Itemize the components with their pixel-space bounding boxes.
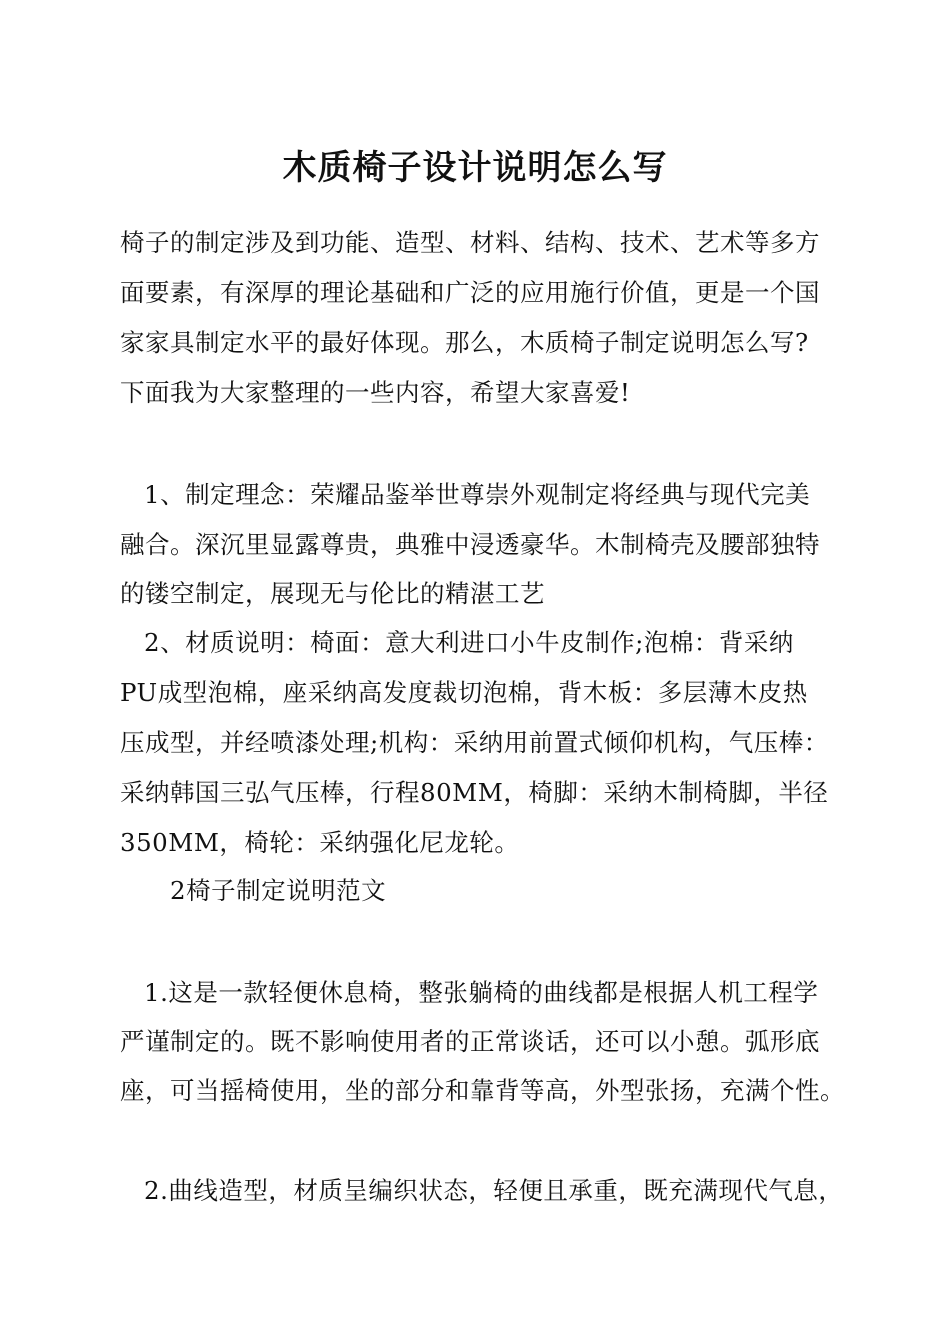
example1-line-1: 1.这是一款轻便休息椅，整张躺椅的曲线都是根据人机工程学	[144, 978, 819, 1007]
document-title: 木质椅子设计说明怎么写	[282, 148, 668, 188]
section2-line-4: 采纳韩国三弘气压棒，行程80MM，椅脚：采纳木制椅脚，半径	[120, 778, 829, 807]
intro-line-2: 面要素，有深厚的理论基础和广泛的应用施行价值，更是一个国	[120, 278, 820, 307]
intro-line-1: 椅子的制定涉及到功能、造型、材料、结构、技术、艺术等多方	[120, 228, 820, 257]
section2-line-1: 2、材质说明：椅面：意大利进口小牛皮制作;泡棉：背采纳	[144, 628, 794, 657]
section1-line-3: 的镂空制定，展现无与伦比的精湛工艺	[120, 579, 545, 608]
section1-line-2: 融合。深沉里显露尊贵，典雅中浸透豪华。木制椅壳及腰部独特	[120, 530, 820, 559]
subheading: 2椅子制定说明范文	[170, 876, 387, 905]
section1-line-1: 1、制定理念：荣耀品鉴举世尊崇外观制定将经典与现代完美	[144, 480, 811, 509]
section2-line-2: PU成型泡棉，座采纳高发度裁切泡棉，背木板：多层薄木皮热	[120, 678, 808, 707]
example1-line-2: 严谨制定的。既不影响使用者的正常谈话，还可以小憩。弧形底	[120, 1027, 820, 1056]
intro-line-3: 家家具制定水平的最好体现。那么，木质椅子制定说明怎么写?	[120, 328, 809, 357]
section2-line-5: 350MM，椅轮：采纳强化尼龙轮。	[120, 828, 520, 857]
intro-line-4: 下面我为大家整理的一些内容，希望大家喜爱!	[120, 378, 631, 407]
example2-line-1: 2.曲线造型，材质呈编织状态，轻便且承重，既充满现代气息，	[144, 1176, 844, 1205]
section2-line-3: 压成型，并经喷漆处理;机构：采纳用前置式倾仰机构，气压棒：	[120, 728, 829, 757]
example1-line-3: 座，可当摇椅使用，坐的部分和靠背等高，外型张扬，充满个性。	[120, 1076, 845, 1105]
